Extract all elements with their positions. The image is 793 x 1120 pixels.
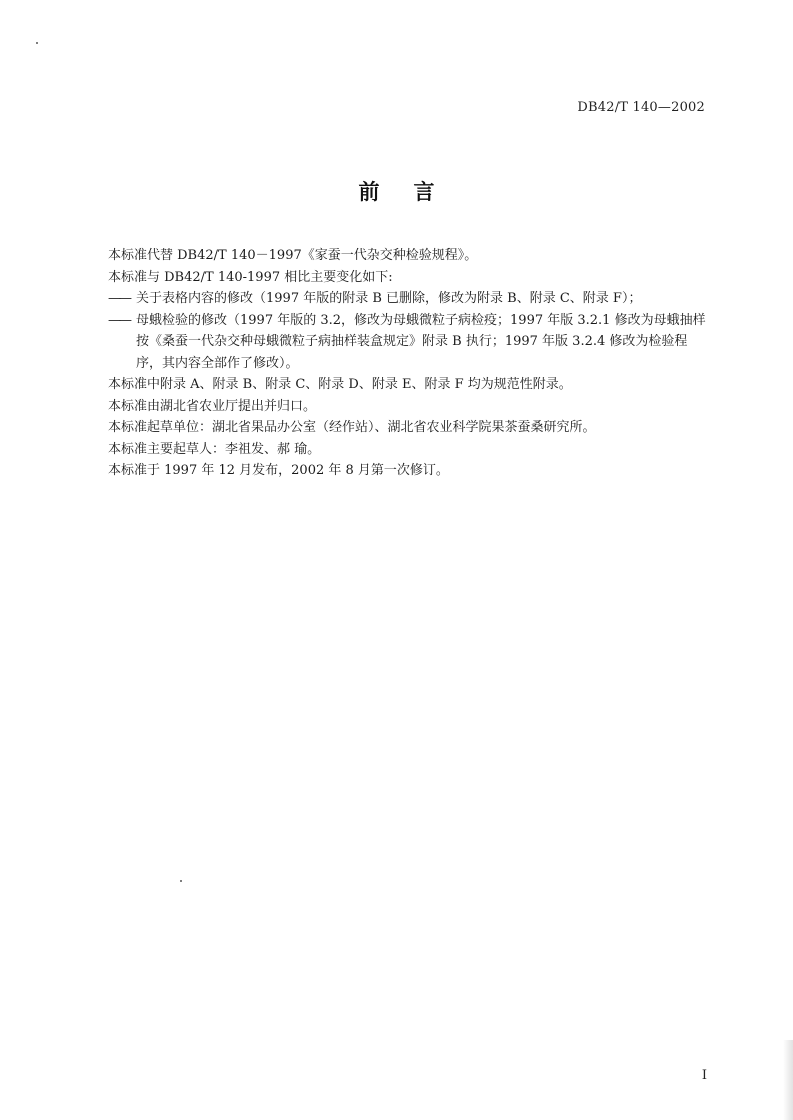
- foreword-body: [108, 245, 713, 482]
- paragraph-changes-intro: 本标准与 DB42/T 140-1997 相比主要变化如下:: [108, 269, 393, 285]
- paragraph-proposer: 本标准由湖北省农业厅提出并归口。: [108, 398, 317, 414]
- paragraph-appendices: 本标准中附录 A、附录 B、附录 C、附录 D、附录 E、附录 F 均为规范性附录。: [108, 377, 572, 392]
- change-item-moth-inspection: [108, 310, 713, 375]
- change-item-text: 母蛾检验的修改（1997 年版的 3.2，修改为母蛾微粒子病检疫；1997 年版 3.2.1 修改为母蛾抽样按《桑蚕一代杂交种母蛾微粒子病抽样装盒规定》附录 B 执行；1997 年版 3.2.4 修改为检验程序，其内容全部作了修改）。: [136, 312, 706, 371]
- scan-speck: [36, 42, 38, 44]
- dash-marker: ——: [108, 291, 130, 306]
- document-code: DB42/T 140—2002: [577, 100, 705, 115]
- paragraph-replaces: 本标准代替 DB42/T 140－1997《家蚕一代杂交种检验规程》。: [108, 248, 478, 263]
- paragraph-drafting-units: 本标准起草单位：湖北省果品办公室（经作站）、湖北省农业科学院果茶蚕桑研究所。: [108, 420, 596, 435]
- dash-marker: ——: [108, 312, 130, 328]
- page-title: 前言: [358, 179, 469, 204]
- scan-edge-shadow: [783, 1040, 793, 1120]
- paragraph-release-date: 本标准于 1997 年 12 月发布，2002 年 8 月第一次修订。: [108, 463, 449, 478]
- scan-speck: [180, 880, 182, 882]
- paragraph-drafters: 本标准主要起草人：李祖发、郝 瑜。: [108, 441, 321, 457]
- change-item-table: [108, 288, 713, 310]
- change-item-text: 关于表格内容的修改（1997 年版的附录 B 已删除，修改为附录 B、附录 C、附录 F）；: [136, 291, 642, 306]
- page-number: I: [701, 1068, 707, 1083]
